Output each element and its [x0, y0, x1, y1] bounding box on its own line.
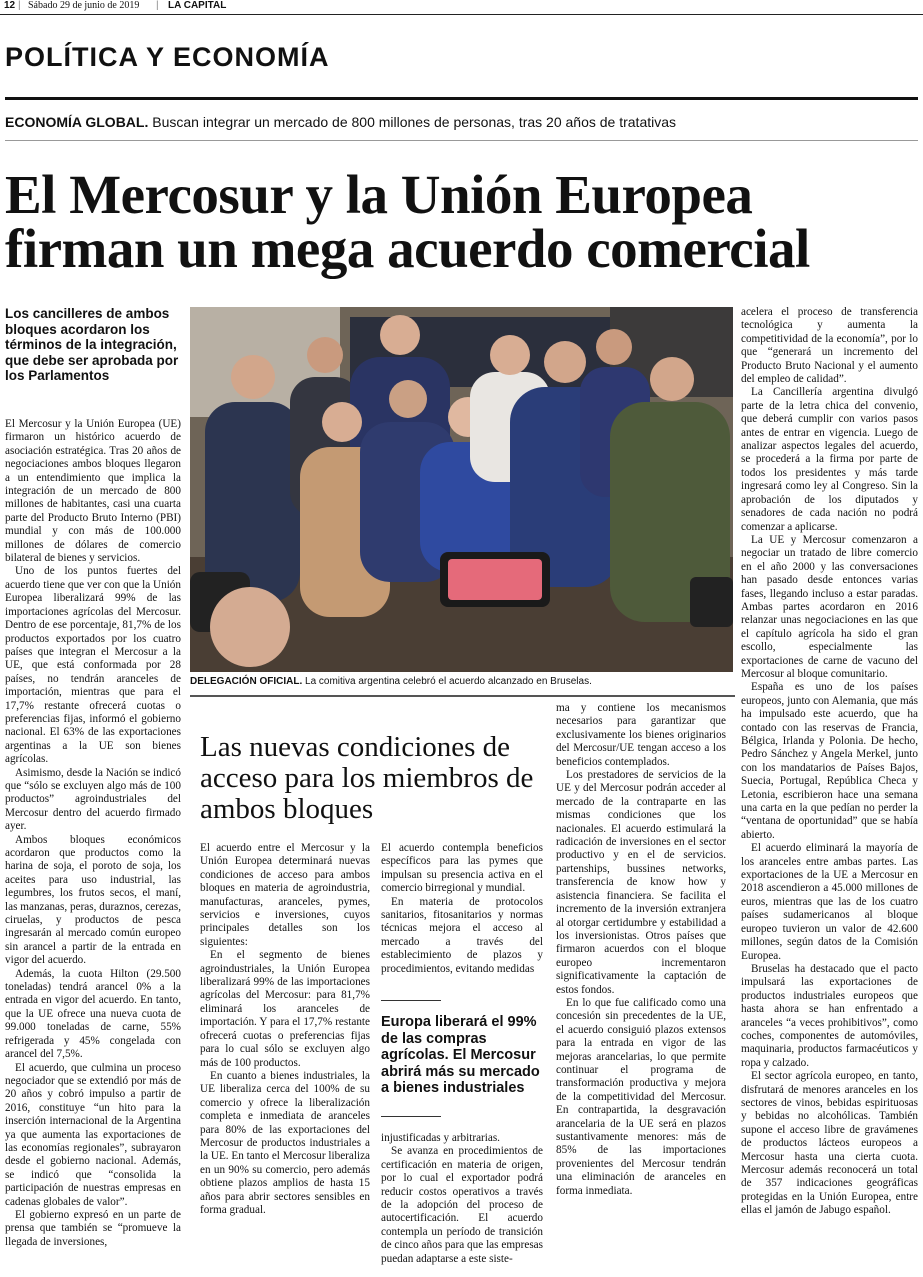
kicker-rule	[5, 140, 918, 141]
section-rule	[5, 97, 918, 100]
pullquote-rule	[381, 1116, 441, 1117]
pullquote: Europa liberará el 99% de las compras agrícolas. El Mercosur abrirá más su mercado a bienes industriales	[381, 1014, 540, 1096]
box-column-1	[200, 842, 370, 1272]
box-title: Las nuevas condiciones de acceso para los miembros de ambos bloques	[200, 731, 534, 825]
paragraph: Se avanza en procedimientos de certificación en materia de origen, por lo cual el exportador podrá reducir costos operativos a través de la adopción del proceso de autocertificación. El acuerdo contempla un período de transición de cinco años para que las empresas puedan adaptarse a este siste-	[381, 1145, 543, 1265]
caption-label: DELEGACIÓN OFICIAL.	[190, 676, 303, 687]
delegation-photo-illustration	[190, 307, 733, 672]
paragraph: El Mercosur y la Unión Europea (UE) firmaron un histórico acuerdo de asociación estratégica. Tras 20 años de negociaciones ambos bloques llegaron a un entendimiento que implica la integración de un mercado de 800 millones de habitantes, casi una cuarta parte del Producto Bruto Interno (PBI) mundial y con más de 100.000 millones de dólares de comercio bilateral de bienes y servicios.	[5, 418, 181, 565]
kicker	[5, 114, 676, 130]
lead: Los cancilleres de ambos bloques acordaron los términos de la integración, que debe ser aprobada por los Parlamentos	[5, 306, 179, 383]
pullquote-rule	[381, 1000, 441, 1001]
paragraph: El acuerdo contempla beneficios específicos para las pymes que impulsan su presencia activa en el comercio birregional y mundial.	[381, 842, 543, 895]
paragraph: El acuerdo entre el Mercosur y la Unión Europea determinará nuevas condiciones de acceso para ambos bloques en materia de agroindustria, manufacturas, aranceles, pymes, servicios e inversiones, cuyos principales detalles son los siguientes:	[200, 842, 370, 948]
paragraph: Ambos bloques económicos acordaron que productos como la harina de soja, el poroto de soja, los aceites para uso industrial, las legumbres, los frutos secos, el maní, las manzanas, peras, duraznos, cerezas, ciruelas, y productos de pesca ingresarán al mercado común europeo sin arancel a partir de la entrada en vigor del acuerdo.	[5, 833, 181, 967]
paragraph: El sector agrícola europeo, en tanto, disfrutará de menores aranceles en los sectores de vinos, bebidas espirituosas y bebidas no alcohólicas. También supone el acceso libre de gravámenes de productos lácteos europeos a Mercosur hasta una cierta cuota. Mercosur además reconocerá un total de 357 indicaciones geográficas protegidas en la Unión Europea, entre ellas el jamón de Jabugo español.	[741, 1070, 918, 1217]
kicker-label: ECONOMÍA GLOBAL.	[5, 114, 149, 130]
photo-caption	[190, 676, 735, 688]
paragraph: La UE y Mercosur comenzaron a negociar un tratado de libre comercio en el año 2000 y las conversaciones han pasado desde entonces varias fases, llegando incluso a estar paradas. Ambas partes acordaron en 2016 relanzar unas negociaciones en las que el capítulo agrícola ha sido el gran escollo, especialmente las exportaciones de carne de vacuno del Mercosur al bloque comunitario.	[741, 533, 918, 680]
paragraph: acelera el proceso de transferencia tecnológica y aumenta la competitividad de la economía”, por lo que “generará un incremento del Producto Bruto Nacional y el aumento del empleo de calidad”.	[741, 306, 918, 386]
box-column-2-continued	[381, 1132, 543, 1272]
paragraph: ma y contiene los mecanismos necesarios para garantizar que exclusivamente los bienes originarios del Mercosur/UE tengan acceso a los beneficios contemplados.	[556, 702, 726, 768]
paper-name: LA CAPITAL	[168, 0, 227, 11]
section-title: POLÍTICA Y ECONOMÍA	[5, 42, 330, 72]
column-5	[741, 306, 918, 1274]
paragraph: Bruselas ha destacado que el pacto impulsará las exportaciones de productos industriales europeos que hasta ahora se han enfrentado a aranceles “a veces prohibitivos”, como coches, componentes de automóviles, maquinaria, productos farmacéuticos y ropa y calzado.	[741, 962, 918, 1069]
separator: |	[18, 0, 21, 11]
separator: |	[156, 0, 159, 11]
news-photo	[190, 307, 733, 672]
column-1	[5, 418, 181, 1276]
paragraph: El gobierno expresó en un parte de prensa que también se “promueve la llegada de inversiones,	[5, 1208, 181, 1248]
kicker-text: Buscan integrar un mercado de 800 millones de personas, tras 20 años de tratativas	[152, 114, 677, 130]
paragraph: El acuerdo, que culmina un proceso negociador que se extendió por más de 20 años y cobró impulso a partir de 2016, constituye “un hito para la inserción internacional de la Argentina ya que aumenta las exportaciones de las economías regionales”, subrayaron desde el gobierno nacional. Además, se indicó que “consolida la participación de nuestras empresas en cadenas globales de valor”.	[5, 1061, 181, 1208]
box-column-2	[381, 842, 543, 1000]
paragraph: En el segmento de bienes agroindustriales, la Unión Europea liberalizará 99% de las importaciones agrícolas del Mercosur: para 81,7% eliminará los aranceles de importación. Y para el 17,7% restante ofrecerá cuotas o preferencias fijas para lo cual sólo se excluyen algo más de 100 productos.	[200, 949, 370, 1069]
top-bar	[0, 0, 923, 14]
issue-date: Sábado 29 de junio de 2019	[28, 0, 140, 11]
paragraph: En cuanto a bienes industriales, la UE liberaliza cerca del 100% de su comercio y ofrece la liberalización completa e inmediata de aranceles para 80% de las exportaciones del Mercosur de productos industriales a la UE. En tanto el Mercosur liberaliza en un 90% su comercio, pero además obtiene plazos amplios de hasta 15 años para abrir sectores sensibles en forma gradual.	[200, 1069, 370, 1216]
paragraph: Además, la cuota Hilton (29.500 toneladas) tendrá arancel 0% a la entrada en vigor del acuerdo. En tanto, que la UE ofrece una nueva cuota de 99.000 toneladas de carne, 55% refrigerada y 45% congelada con arancel del 7,5%.	[5, 967, 181, 1061]
paragraph: En lo que fue calificado como una concesión sin precedentes de la UE, el acuerdo consiguió plazos extensos para la entrada en vigor de las mejoras arancelarias, lo que permite continuar el programa de transformación productiva y mejora de la competitividad del Mercosur. En contrapartida, la desgravación arancelaria de la UE será en plazos sustantivamente menores: más de 85% de las importaciones provenientes del Mercosur tendrán una eliminación de aranceles en forma inmediata.	[556, 996, 726, 1197]
paragraph: Los prestadores de servicios de la UE y del Mercosur podrán acceder al mercado de la contraparte en las mismas condiciones que los nacionales. El acuerdo estimulará la radicación de inversiones en el sector productivo y en el de servicios. partenships, bussines networks, transferencia de know how y asistencia financiera. Se facilita el incremento de la inversión extranjera al otorgar certidumbre y estabilidad a los inversionistas. Otros países que firmaron acuerdos con el bloque europeo incrementaron significativamente la captación de estos fondos.	[556, 769, 726, 996]
page-number: 12	[4, 0, 16, 11]
paragraph: El acuerdo eliminará la mayoría de los aranceles entre ambas partes. Las exportaciones de la UE a Mercosur en 2018 ascendieron a 45.000 millones de euros, mientras que las de los cuatro países sudamericanos al bloque europeo tuvieron un valor de 42.600 millones, según datos de la Comisión Europea.	[741, 842, 918, 962]
paragraph: España es uno de los países europeos, junto con Alemania, que más ha impulsado este acuerdo, que ha contado con las reservas de Francia, Bélgica, Irlanda y Polonia. De hecho, Pedro Sánchez y Angela Merkel, junto con los mandatarios de Países Bajos, Suecia, Portugal, República Checa y Letonia, escribieron hace una semana una carta en la que pedían no perder la “ventana de oportunidad” que se había abierto.	[741, 681, 918, 841]
box-column-3	[556, 702, 726, 1272]
headline: El Mercosur y la Unión Europea firman un mega acuerdo comercial	[5, 164, 810, 279]
paragraph: Uno de los puntos fuertes del acuerdo tiene que ver con que la Unión Europea liberalizará 99% de las importaciones agrícolas del Mercosur. Dentro de ese porcentaje, 81,7% de los productos exportados por los cuatro países que integran el Mercosur a la UE, que está conformada por 28 países, no tendrán aranceles de importación, mientras que para el 17,7% restante ofrecerá cuotas o preferencias fijas, informó el gobierno nacional. El 63% de las exportaciones argentinas a la UE son bienes agrícolas.	[5, 565, 181, 766]
paragraph: Asimismo, desde la Nación se indicó que “sólo se excluyen algo más de 100 productos” agroindustriales del Mercosur dentro del acuerdo firmado ayer.	[5, 766, 181, 833]
paragraph: injustificadas y arbitrarias.	[381, 1132, 500, 1144]
paragraph: En materia de protocolos sanitarios, fitosanitarios y normas técnicas mejora el acceso al mercado a través del establecimiento de plazos y procedimientos, evitando medidas	[381, 895, 543, 975]
paragraph: La Cancillería argentina divulgó parte de la letra chica del convenio, que deberá cumplir con varios pasos antes de entrar en vigencia. Luego de analizar aspectos legales del acuerdo, se procederá a la firma por parte de todos los presidentes y más tarde ingresará como ley al Congreso. Sin la aprobación de los diputados y senadores de cada nación no podrá comenzar a aplicarse.	[741, 386, 918, 533]
top-rule	[0, 14, 923, 15]
caption-text: La comitiva argentina celebró el acuerdo alcanzado en Bruselas.	[305, 676, 592, 687]
